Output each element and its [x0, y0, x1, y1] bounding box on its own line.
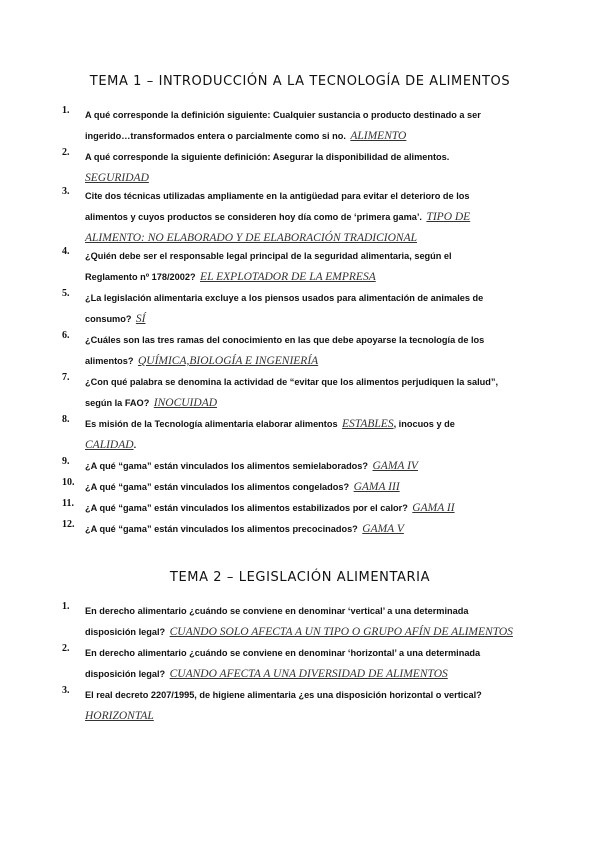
question-item	[62, 105, 505, 147]
question-item	[62, 372, 505, 414]
question-item	[62, 477, 505, 498]
question-item	[62, 456, 505, 477]
question-number: 5.	[62, 288, 70, 299]
tema-1-heading: TEMA 1 – INTRODUCCIÓN A LA TECNOLOGÍA DE ALIMENTOS	[89, 74, 511, 89]
question-text: Cite dos técnicas utilizadas ampliamente en la antigüedad para evitar el deterioro de los alimentos y cuyos productos se consideren hoy día como de ‘primera gama’.	[85, 191, 470, 222]
answer-text: GAMA III	[353, 481, 400, 493]
question-number: 8.	[62, 414, 70, 425]
question-item	[62, 601, 515, 643]
question-text: , inocuos y de	[393, 419, 455, 429]
question-text: En derecho alimentario ¿cuándo se conviene en denominar ‘vertical’ a una determinada disposición legal?	[85, 606, 469, 637]
question-text: ¿A qué “gama” están vinculados los alimentos precocinados?	[85, 524, 358, 534]
question-item	[62, 147, 505, 186]
answer-text: ESTABLES	[342, 418, 394, 430]
answer-text: CUANDO AFECTA A UNA DIVERSIDAD DE ALIMENTOS	[169, 668, 448, 680]
question-item	[62, 246, 505, 288]
question-text: ¿A qué “gama” están vinculados los alimentos congelados?	[85, 482, 350, 492]
answer-text: SÍ	[135, 313, 146, 325]
question-number: 10.	[62, 477, 75, 488]
question-text: A qué corresponde la definición siguiente: Cualquier sustancia o producto destinado a ser ingerido…transformados entera o parcialmente como si no.	[85, 110, 481, 141]
question-number: 1.	[62, 105, 70, 116]
answer-text: CUANDO SOLO AFECTA A UN TIPO O GRUPO AFÍN DE ALIMENTOS	[169, 626, 513, 638]
question-text: Es misión de la Tecnología alimentaria elaborar alimentos	[85, 419, 338, 429]
tema-2-question-list	[62, 601, 515, 724]
question-text: ¿Con qué palabra se denomina la actividad de “evitar que los alimentos perjudiquen la salud”, según la FAO?	[85, 377, 499, 408]
question-text: ¿Quién debe ser el responsable legal principal de la seguridad alimentaria, según el Reglamento nº 178/2002?	[85, 251, 452, 282]
question-item	[62, 498, 505, 519]
tema-2-heading: TEMA 2 – LEGISLACIÓN ALIMENTARIA	[169, 570, 431, 585]
question-number: 7.	[62, 372, 70, 383]
tema-1-question-list	[62, 105, 505, 540]
answer-text: TIPO DE ALIMENTO: NO ELABORADO Y DE ELABORACIÓN TRADICIONAL	[85, 211, 471, 244]
question-item	[62, 330, 505, 372]
question-number: 3.	[62, 685, 70, 696]
answer-text: GAMA V	[362, 523, 404, 535]
question-item	[62, 186, 505, 246]
answer-text: INOCUIDAD	[153, 397, 218, 409]
question-item	[62, 643, 515, 685]
question-item	[62, 685, 515, 724]
question-text: ¿A qué “gama” están vinculados los alimentos semielaborados?	[85, 461, 369, 471]
question-number: 2.	[62, 147, 70, 158]
question-text: ¿La legislación alimentaria excluye a los piensos usados para alimentación de animales de consumo?	[85, 293, 484, 324]
question-number: 6.	[62, 330, 70, 341]
answer-text: EL EXPLOTADOR DE LA EMPRESA	[200, 271, 376, 283]
question-text: ¿Cuáles son las tres ramas del conocimiento en las que debe apoyarse la tecnología de los alimentos?	[85, 335, 485, 366]
question-number: 2.	[62, 643, 70, 654]
question-number: 11.	[62, 498, 74, 509]
answer-text: ALIMENTO	[350, 130, 407, 142]
question-text: .	[133, 440, 137, 450]
answer-text: SEGURIDAD	[85, 172, 149, 184]
question-item	[62, 288, 505, 330]
question-number: 9.	[62, 456, 70, 467]
question-number: 12.	[62, 519, 75, 530]
question-text: El real decreto 2207/1995, de higiene alimentaria ¿es una disposición horizontal o vertical?	[85, 690, 482, 700]
answer-text: GAMA II	[412, 502, 455, 514]
question-number: 3.	[62, 186, 70, 197]
answer-text-2: CALIDAD	[85, 439, 134, 451]
question-number: 4.	[62, 246, 70, 257]
question-text: ¿A qué “gama” están vinculados los alimentos estabilizados por el calor?	[85, 503, 408, 513]
question-item	[62, 414, 505, 456]
question-text: A qué corresponde la siguiente definición: Asegurar la disponibilidad de alimentos.	[85, 152, 450, 162]
answer-text: GAMA IV	[372, 460, 418, 472]
answer-text: HORIZONTAL	[85, 710, 154, 722]
answer-text: QUÍMICA,BIOLOGÍA E INGENIERÍA	[137, 355, 319, 367]
question-item	[62, 519, 505, 540]
question-text: En derecho alimentario ¿cuándo se conviene en denominar ‘horizontal’ a una determinada disposición legal?	[85, 648, 481, 679]
question-number: 1.	[62, 601, 70, 612]
